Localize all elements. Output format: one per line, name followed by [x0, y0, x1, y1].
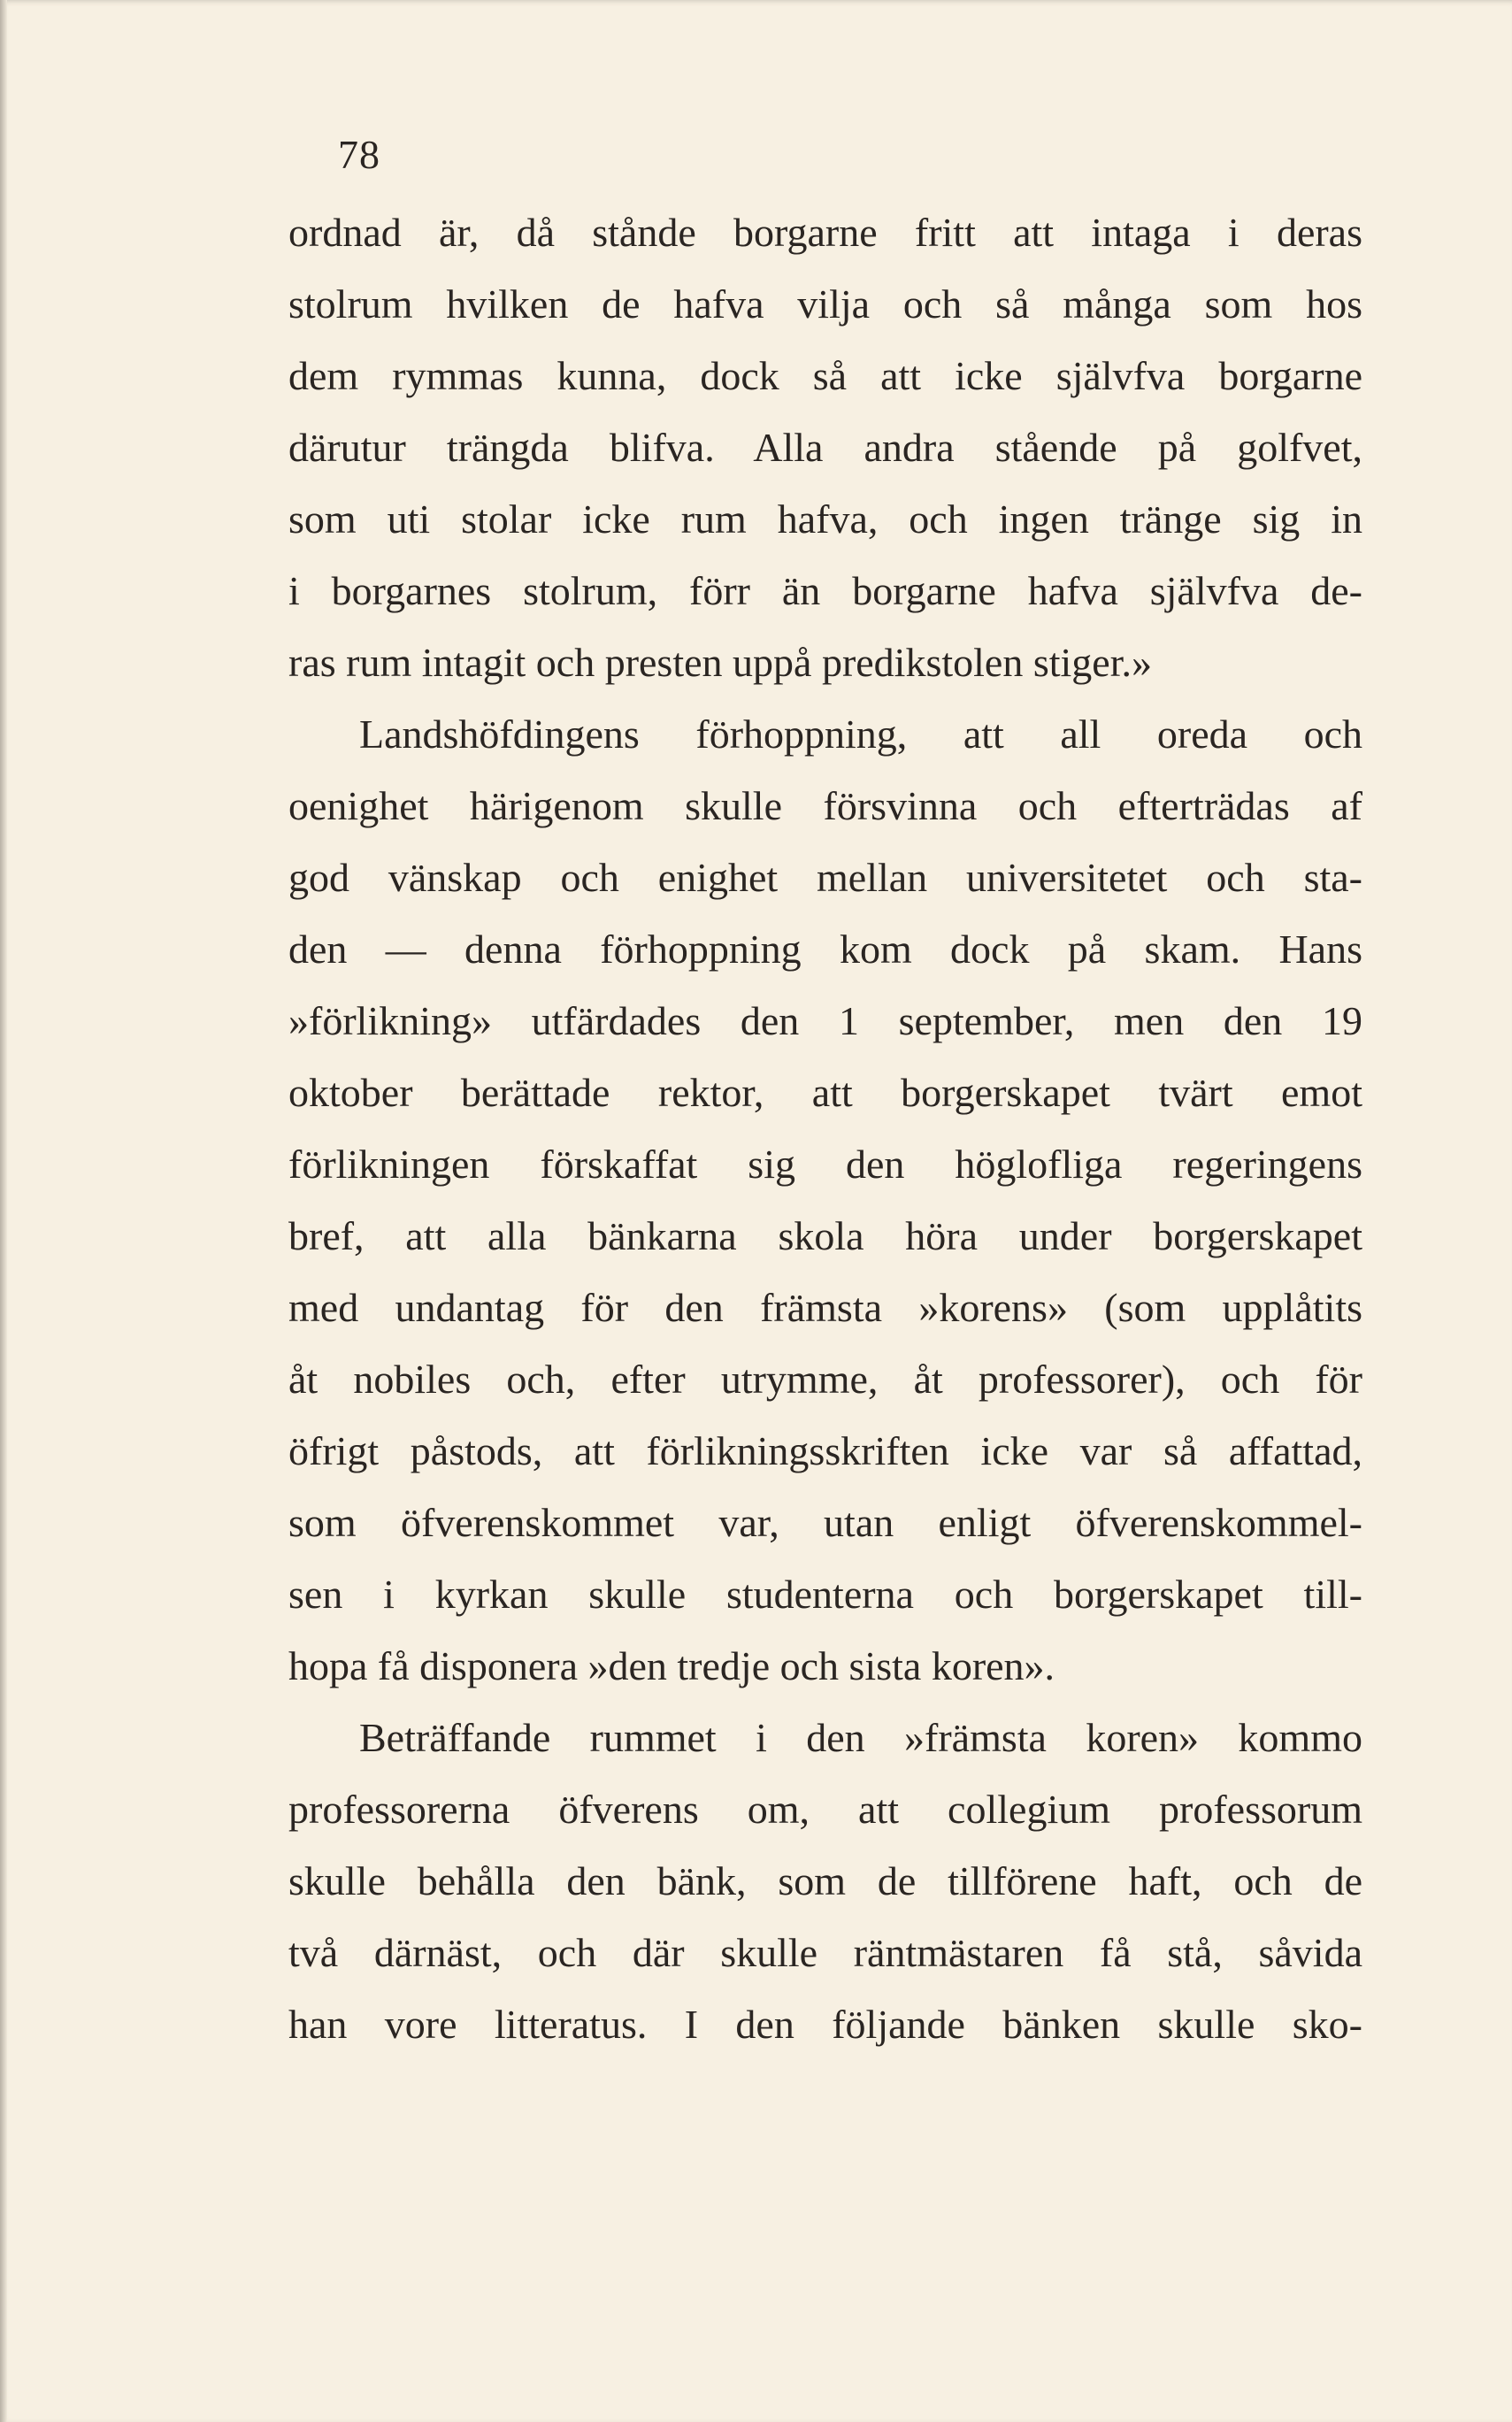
body-text — [288, 196, 1362, 2060]
text-line: två därnäst, och där skulle räntmästaren få stå, såvida — [288, 1930, 1362, 1975]
text-line: ordnad är, då stånde borgarne fritt att intaga i deras — [288, 210, 1362, 255]
text-line: som uti stolar icke rum hafva, och ingen tränge sig in — [288, 496, 1362, 542]
text-line: god vänskap och enighet mellan universitetet och sta- — [288, 855, 1362, 900]
text-line: i borgarnes stolrum, förr än borgarne hafva självfva de- — [288, 568, 1362, 613]
text-line: Landshöfdingens förhoppning, att all oreda och — [359, 711, 1362, 757]
text-line: som öfverenskommet var, utan enligt öfverenskommel- — [288, 1500, 1362, 1545]
text-line: därutur trängda blifva. Alla andra stående på golfvet, — [288, 425, 1362, 470]
text-line: »förlikning» utfärdades den 1 september, men den 19 — [288, 998, 1362, 1043]
text-line: skulle behålla den bänk, som de tillförene haft, och de — [288, 1858, 1362, 1903]
text-line: professorerna öfverens om, att collegium professorum — [288, 1787, 1362, 1832]
text-line: med undantag för den främsta »korens» (som upplåtits — [288, 1285, 1362, 1330]
text-line: oenighet härigenom skulle försvinna och efterträdas af — [288, 783, 1362, 828]
text-line: Beträffande rummet i den »främsta koren» kommo — [359, 1715, 1362, 1760]
text-line: oktober berättade rektor, att borgerskapet tvärt emot — [288, 1070, 1362, 1115]
text-line: öfrigt påstods, att förlikningsskriften icke var så affattad, — [288, 1428, 1362, 1473]
text-line: ras rum intagit och presten uppå predikstolen stiger.» — [288, 640, 1152, 685]
page-number: 78 — [338, 132, 380, 177]
text-line: förlikningen förskaffat sig den höglofliga regeringens — [288, 1142, 1362, 1187]
text-line: dem rymmas kunna, dock så att icke självfva borgarne — [288, 353, 1362, 398]
text-line: bref, att alla bänkarna skola höra under borgerskapet — [288, 1213, 1362, 1258]
page-edge-shadow — [0, 0, 7, 2422]
text-line: han vore litteratus. I den följande bänken skulle sko- — [288, 2002, 1362, 2047]
text-line: sen i kyrkan skulle studenterna och borgerskapet till- — [288, 1572, 1362, 1617]
text-line: den — denna förhoppning kom dock på skam. Hans — [288, 927, 1362, 972]
text-line: åt nobiles och, efter utrymme, åt professorer), och för — [288, 1357, 1362, 1402]
text-line: stolrum hvilken de hafva vilja och så många som hos — [288, 281, 1362, 327]
text-line: hopa få disponera »den tredje och sista koren». — [288, 1643, 1055, 1688]
